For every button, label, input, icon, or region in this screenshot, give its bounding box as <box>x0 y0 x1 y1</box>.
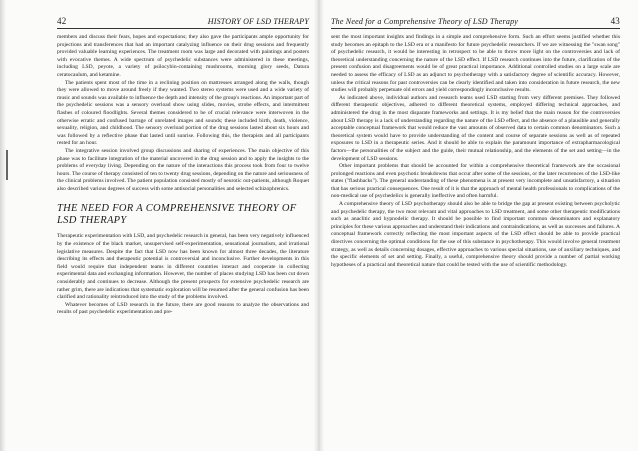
left-paragraph-2: The patients spent most of the time in a reclining position on mattresses arranged along the walls, though they were allowed to move around freely if they wanted. Two stereo systems were used and a wide variety of music and sounds was available to influence the depth and intensity of the group's reactions. An important part of the psychedelic sessions was a sensory overload show using slides, movies, strobe effects, and intermittent flashes of coloured floodlights. Several themes considered to be of crucial relevance were interwoven in the otherwise erratic and confused barrage of unrelated images and sounds; these included birth, death, violence, sexuality, religion, and childhood. The sensory overload portion of the drug sessions lasted about six hours and was followed by a reflective phase that lasted until sunrise. Following this, the therapists and all participants rested for an hour. <box>57 79 309 147</box>
left-body-text <box>57 34 309 317</box>
right-running-head-title: The Need for a Comprehensive Theory of LSD Therapy <box>331 17 519 26</box>
section-heading: THE NEED FOR A COMPREHENSIVE THEORY OF LSD THERAPY <box>57 203 297 226</box>
left-paragraph-1: members and discuss their fears, hopes and expectations; they also gave the participants ample opportunity for projections and transferences that had an important catalyzing influence on their drug sessions and frequently provided valuable learning experiences. The treatment room was large and decorated with paintings and posters with evocative themes. A wide spectrum of psychedelic substances were administered in these meetings, including LSD, peyote, a variety of psilocybin-containing mushrooms, morning glory seeds, Datura ceratocaulum, and ketamine. <box>57 34 309 78</box>
right-paragraph-2: As indicated above, individual authors and research teams used LSD starting from very different premises. They followed different therapeutic objectives, adhered to different theoretical systems, employed differing technical approaches, and administered the drug in the most disparate frameworks and settings. It is my belief that the main reason for the controversies about LSD therapy is a lack of understanding regarding the nature of the LSD effect, and the absence of a plausible and generally acceptable conceptual framework that would reduce the vast amounts of observed data to certain common denominators. Such a theoretical system would have to provide understanding of the content and course of separate sessions as well as of repeated exposures to LSD in a therapeutic series. And it should be able to explain the paramount importance of extrapharmacological factors—the personalities of the subject and the guide, their mutual relationship, and the elements of the set and setting—in the development of LSD sessions. <box>331 94 620 162</box>
left-paragraph-5: Whatever becomes of LSD research in the future, there are good reasons to analyze the observations and results of past psychedelic experimentation and pre- <box>57 301 309 316</box>
left-page-number: 42 <box>57 16 67 26</box>
right-page <box>319 0 638 451</box>
right-page-number: 43 <box>610 16 620 26</box>
right-paragraph-4: A comprehensive theory of LSD psychotherapy should also be able to bridge the gap at present existing between psycholytic and psychedelic therapy, the two most relevant and vital approaches to LSD treatment, and some other therapeutic modifications such as anaclitic and hypnodelic therapy. It should be possible to find important common denominators and explanatory principles for these various approaches and understand their indications and contraindications, as well as successes and failures. A conceptual framework correctly reflecting the most important aspects of the LSD effect should be able to provide practical directives concerning the optimal conditions for the use of this substance in psychotherapy. This would involve general treatment strategy, as well as details concerning dosages, effective approaches to various special situations, use of auxiliary techniques, and the specific elements of set and setting. Finally, a useful, comprehensive theory should provide a number of partial working hypotheses of a practical and theoretical nature that could be tested with the use of scientific methodology. <box>331 201 620 268</box>
right-running-head <box>331 16 620 29</box>
right-paragraph-1: sent the most important insights and findings in a simple and comprehensive form. Such an effort seems justified whether this study becomes an epitaph to the LSD era or a manifesto for future psychedelic researchers. If we are witnessing the "swan song" of psychedelic research, it would be interesting in retrospect to be able to throw more light on the controversies and lack of theoretical understanding concerning the nature of the LSD effect. If LSD research continues into the future, clarification of the present confusion and disagreements would be of great practical importance. Additional controlled studies on a large scale are needed to assess the efficacy of LSD as an adjunct to psychotherapy with a satisfactory degree of scientific accuracy. However, unless the critical reasons for past controversies can be clearly identified and taken into consideration in future research, the new studies will probably perpetuate old errors and yield correspondingly inconclusive results. <box>331 34 620 94</box>
right-paragraph-3: Other important problems that should be accounted for within a comprehensive theoretical framework are the occasional prolonged reactions and even psychotic breakdowns that occur after some of the sessions, or the later recurrences of the LSD-like states ("flashbacks"). The general understanding of these phenomena is at present very incomplete and unsatisfactory, a situation that has serious practical consequences. One result of it is that the approach of mental health professionals to complications of the non-medical use of psychedelics is generally ineffective and often harmful. <box>331 163 620 200</box>
left-paragraph-4: Therapeutic experimentation with LSD, and psychedelic research in general, has been very negatively influenced by the existence of the black market, unsupervised self-experimentation, sensational journalism, and irrational legislative measures. Despite the fact that LSD now has been known for almost three decades, the literature describing its effects and therapeutic potential is controversial and inconclusive. Further developments in this field would require that independent teams in different countries interact and cooperate in collecting experimental data and exchanging information. However, the number of places studying LSD has been cut down considerably and continues to decrease. Although the present prospects for extensive psychedelic research are rather grim, there are indications that systematic exploration will be resumed after the general confusion has been clarified and rationality reintroduced into the study of the problems involved. <box>57 233 309 301</box>
margin-pencil-mark <box>6 150 8 180</box>
left-running-head <box>57 16 309 29</box>
left-paragraph-3: The integrative session involved group discussions and sharing of experiences. The main objective of this phase was to facilitate integration of the material uncovered in the drug session and to apply the insights to the problems of everyday living. Depending on the nature of the interactions this process took from four to twelve hours. The course of therapy consisted of ten to twenty drug sessions, depending on the nature and seriousness of the clinical problems involved. The patient population consisted mostly of neurotic out-patients, although Roquet also described various degrees of success with some antisocial personalities and selected schizophrenics. <box>57 147 309 192</box>
left-running-head-title: HISTORY OF LSD THERAPY <box>207 17 309 26</box>
right-body-text <box>331 34 620 269</box>
